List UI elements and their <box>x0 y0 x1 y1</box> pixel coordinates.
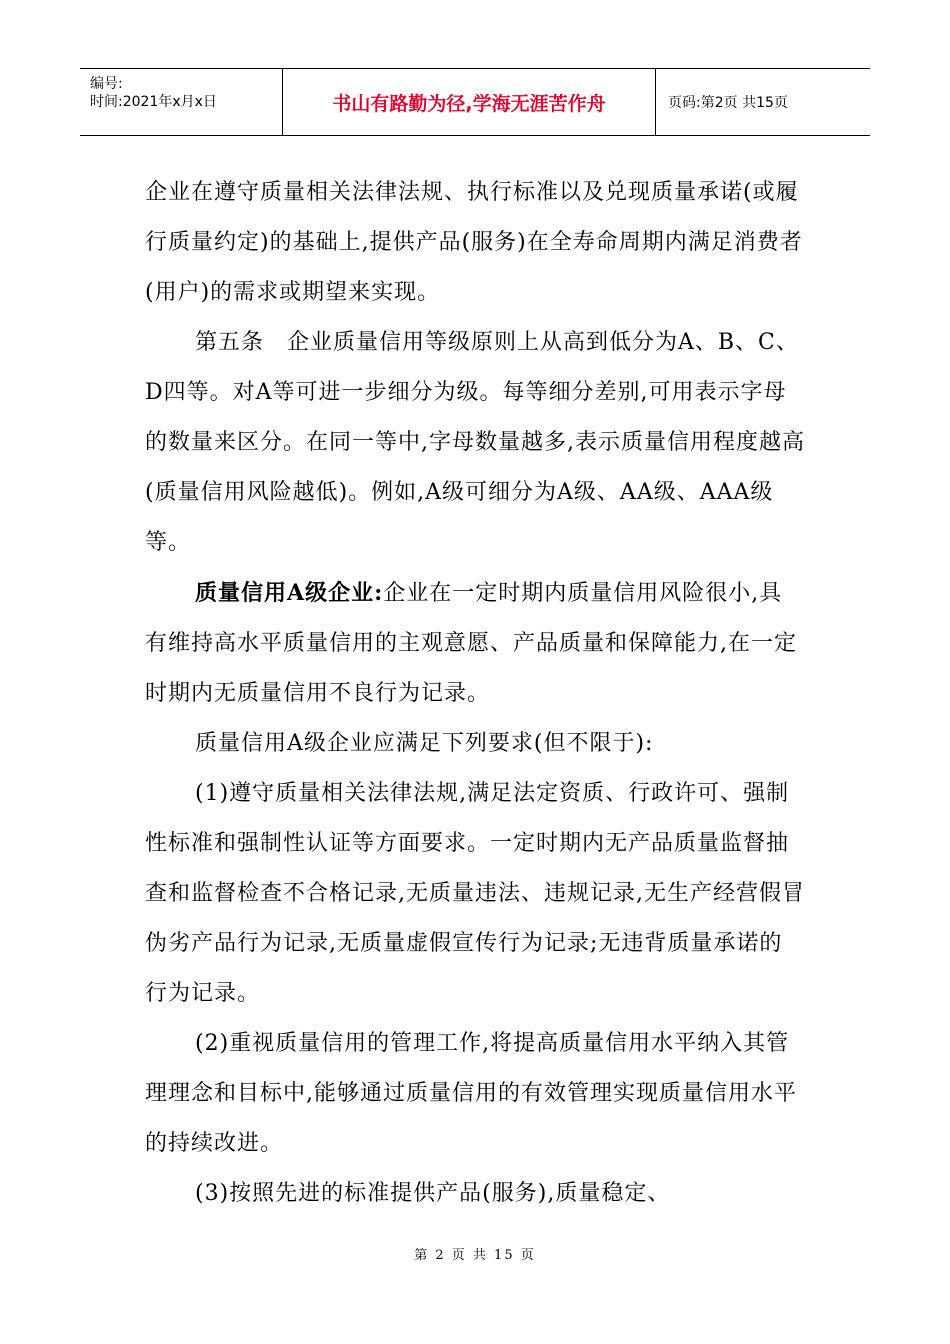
paragraph-requirement-1: (1)遵守质量相关法律法规,满足法定资质、行政许可、强制性标准和强制性认证等方面要求。一定时期内无产品质量监督抽查和监督检查不合格记录,无质量违法、违规记录,无生产经营假冒伪劣产品行为记录,无质量虚假宣传行为记录;无违背质量承诺的行为记录。 <box>145 781 805 1006</box>
page-footer: 第 2 页 共 15 页 <box>414 1248 536 1263</box>
header-meta <box>80 69 283 135</box>
paragraph-grade-a <box>145 568 805 719</box>
grade-a-description: 企业在一定时期内质量信用风险很小,具有维持高水平质量信用的主观意愿、产品质量和保障能力,在一定时期内无质量信用不良行为记录。 <box>145 581 797 706</box>
document-body <box>145 168 805 1219</box>
page-header <box>80 68 870 136</box>
paragraph-requirement-2: (2)重视质量信用的管理工作,将提高质量信用水平纳入其管理理念和目标中,能够通过质量信用的有效管理实现质量信用水平的持续改进。 <box>145 1031 797 1156</box>
header-motto: 书山有路勤为径,学海无涯苦作舟 <box>283 69 656 135</box>
grade-a-heading: 质量信用A级企业: <box>195 580 384 606</box>
paragraph-requirements-intro: 质量信用A级企业应满足下列要求(但不限于): <box>195 731 654 756</box>
paragraph: 企业在遵守质量相关法律法规、执行标准以及兑现质量承诺(或履行质量约定)的基础上,提供产品(服务)在全寿命周期内满足消费者(用户)的需求或期望来实现。 <box>145 180 803 305</box>
header-page-info: 页码:第2页 共15页 <box>668 95 788 111</box>
document-date: 时间:2021年x月x日 <box>90 94 217 110</box>
document-number-label: 编号: <box>90 76 123 92</box>
paragraph-article-5: 第五条 企业质量信用等级原则上从高到低分为A、B、C、D四等。对A等可进一步细分为级。每等细分差别,可用表示字母的数量来区分。在同一等中,字母数量越多,表示质量信用程度越高(质量信用风险越低)。例如,A级可细分为A级、AA级、AAA级等。 <box>145 330 805 555</box>
paragraph-requirement-3: (3)按照先进的标准提供产品(服务),质量稳定、 <box>195 1181 671 1206</box>
